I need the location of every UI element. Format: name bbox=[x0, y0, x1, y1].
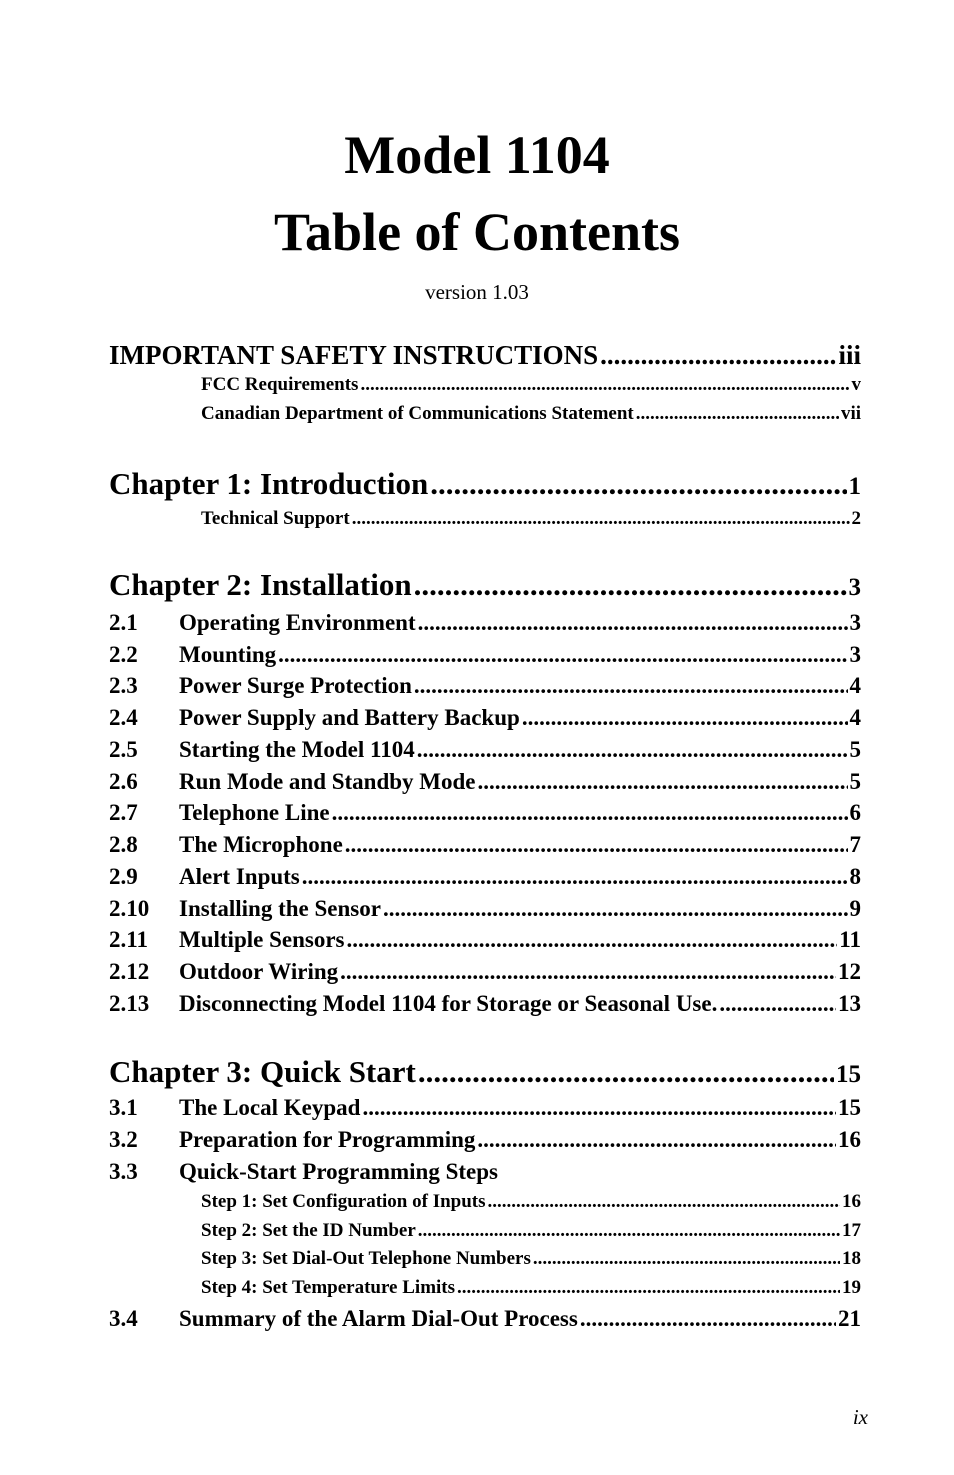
toc-section-2-7[interactable] bbox=[109, 800, 861, 826]
toc-entry-label: Mounting bbox=[179, 642, 277, 667]
toc-entry-number: 2.12 bbox=[109, 959, 150, 984]
toc-entry-label: Run Mode and Standby Mode bbox=[179, 769, 476, 794]
toc-entry-page: 1 bbox=[848, 473, 861, 500]
leader-dots bbox=[352, 508, 850, 530]
toc-entry-label: Multiple Sensors bbox=[179, 927, 345, 952]
toc-entry-label: Preparation for Programming bbox=[179, 1127, 476, 1152]
toc-entry-label: Step 3: Set Dial-Out Telephone Numbers bbox=[201, 1248, 531, 1269]
toc-step-3[interactable] bbox=[201, 1248, 861, 1270]
toc-step-1[interactable] bbox=[201, 1191, 861, 1213]
toc-section-3-1[interactable] bbox=[109, 1095, 861, 1121]
version-label: version 1.03 bbox=[425, 280, 529, 304]
toc-entry-label: Chapter 2: Installation bbox=[109, 567, 412, 602]
toc-entry-page: 18 bbox=[842, 1248, 861, 1269]
leader-dots bbox=[636, 403, 839, 425]
leader-dots bbox=[719, 991, 836, 1017]
toc-section-2-1[interactable] bbox=[109, 610, 861, 636]
toc-step-2[interactable] bbox=[201, 1220, 861, 1242]
leader-dots bbox=[478, 769, 848, 795]
toc-section-2-10[interactable] bbox=[109, 896, 861, 922]
toc-entry-page: 4 bbox=[849, 673, 861, 698]
leader-dots bbox=[430, 466, 846, 502]
toc-section-2-13[interactable] bbox=[109, 991, 861, 1017]
toc-entry-label: Step 1: Set Configuration of Inputs bbox=[201, 1191, 486, 1212]
toc-entry-number: 2.3 bbox=[109, 673, 138, 698]
leader-dots bbox=[383, 896, 848, 922]
toc-entry-page: 15 bbox=[838, 1095, 861, 1120]
toc-section-3-4[interactable] bbox=[109, 1306, 861, 1332]
leader-dots bbox=[362, 1095, 836, 1121]
toc-entry-label: Power Supply and Battery Backup bbox=[179, 705, 520, 730]
toc-entry-label: Quick-Start Programming Steps bbox=[179, 1159, 499, 1184]
toc-entry-label: Power Surge Protection bbox=[179, 673, 412, 698]
leader-dots bbox=[600, 340, 836, 371]
toc-entry-label: Alert Inputs bbox=[179, 864, 300, 889]
leader-dots bbox=[278, 642, 847, 668]
toc-entry-label: Canadian Department of Communications Statement bbox=[201, 403, 634, 424]
leader-dots bbox=[332, 800, 848, 826]
toc-entry-label: Summary of the Alarm Dial-Out Process bbox=[179, 1306, 578, 1331]
toc-entry-page: 4 bbox=[849, 705, 861, 730]
toc-entry-page: 15 bbox=[836, 1061, 861, 1088]
toc-entry-label: Step 2: Set the ID Number bbox=[201, 1220, 416, 1241]
toc-entry-page: 16 bbox=[842, 1191, 861, 1212]
toc-entry-label: IMPORTANT SAFETY INSTRUCTIONS bbox=[109, 340, 599, 370]
toc-entry-page: 17 bbox=[842, 1220, 861, 1241]
toc-entry-label: Telephone Line bbox=[179, 800, 330, 825]
leader-dots bbox=[417, 737, 848, 763]
table-of-contents bbox=[109, 0, 861, 1475]
toc-entry-page: 5 bbox=[849, 769, 861, 794]
leader-dots bbox=[414, 673, 848, 699]
toc-entry-label: Step 4: Set Temperature Limits bbox=[201, 1277, 456, 1298]
leader-dots bbox=[418, 1220, 840, 1242]
toc-chapter-1[interactable] bbox=[109, 466, 861, 502]
toc-entry-label: Chapter 3: Quick Start bbox=[109, 1054, 416, 1089]
leader-dots bbox=[346, 927, 837, 953]
toc-entry-page: 5 bbox=[849, 737, 861, 762]
toc-entry-number: 2.6 bbox=[109, 769, 138, 794]
toc-entry-number: 3.2 bbox=[109, 1127, 138, 1152]
toc-entry-number: 2.5 bbox=[109, 737, 138, 762]
toc-entry-page: iii bbox=[838, 340, 861, 370]
toc-entry-number: 2.13 bbox=[109, 991, 150, 1016]
leader-dots bbox=[522, 705, 848, 731]
toc-section-2-6[interactable] bbox=[109, 769, 861, 795]
toc-entry-page: 19 bbox=[842, 1277, 861, 1298]
leader-dots bbox=[418, 1054, 834, 1090]
toc-entry-page: 3 bbox=[849, 642, 861, 667]
leader-dots bbox=[533, 1248, 840, 1270]
toc-section-2-4[interactable] bbox=[109, 705, 861, 731]
toc-entry-number: 2.7 bbox=[109, 800, 138, 825]
toc-section-2-8[interactable] bbox=[109, 832, 861, 858]
toc-entry-page: 2 bbox=[851, 508, 861, 529]
toc-entry-label: The Local Keypad bbox=[179, 1095, 361, 1120]
toc-entry-label: Operating Environment bbox=[179, 610, 416, 635]
leader-dots bbox=[580, 1306, 836, 1332]
toc-entry-safety[interactable] bbox=[109, 340, 861, 371]
toc-section-2-3[interactable] bbox=[109, 673, 861, 699]
toc-entry-page: 3 bbox=[848, 574, 861, 601]
toc-entry-page: vii bbox=[840, 403, 861, 424]
toc-section-2-11[interactable] bbox=[109, 927, 861, 953]
toc-entry-number: 2.11 bbox=[109, 927, 148, 952]
leader-dots bbox=[488, 1191, 840, 1213]
toc-section-2-5[interactable] bbox=[109, 737, 861, 763]
page-number: ix bbox=[852, 1405, 868, 1429]
toc-section-3-2[interactable] bbox=[109, 1127, 861, 1153]
toc-entry-label: Outdoor Wiring bbox=[179, 959, 339, 984]
toc-entry-page: 8 bbox=[849, 864, 861, 889]
toc-entry-page: 3 bbox=[849, 610, 861, 635]
leader-dots bbox=[418, 610, 848, 636]
toc-entry-number: 2.4 bbox=[109, 705, 138, 730]
toc-chapter-2[interactable] bbox=[109, 567, 861, 603]
toc-entry-page: 13 bbox=[838, 991, 861, 1016]
toc-entry-page: 21 bbox=[838, 1306, 861, 1331]
toc-entry-label: Disconnecting Model 1104 for Storage or Seasonal Use. bbox=[179, 991, 718, 1016]
leader-dots bbox=[302, 864, 848, 890]
toc-entry-page: 12 bbox=[838, 959, 861, 984]
document-subtitle: Table of Contents bbox=[273, 202, 681, 262]
toc-entry-label: Chapter 1: Introduction bbox=[109, 466, 429, 501]
toc-entry-page: 6 bbox=[849, 800, 861, 825]
toc-entry-number: 3.3 bbox=[109, 1159, 138, 1184]
leader-dots bbox=[340, 959, 836, 985]
leader-dots bbox=[345, 832, 848, 858]
leader-dots bbox=[477, 1127, 836, 1153]
toc-section-2-2[interactable] bbox=[109, 642, 861, 668]
toc-entry-page: 16 bbox=[838, 1127, 861, 1152]
toc-section-3-3[interactable] bbox=[109, 1159, 861, 1185]
toc-entry-page: 7 bbox=[849, 832, 861, 857]
toc-chapter-3[interactable] bbox=[109, 1054, 861, 1090]
toc-step-4[interactable] bbox=[201, 1277, 861, 1299]
toc-entry-page: v bbox=[851, 374, 861, 395]
toc-entry-number: 2.8 bbox=[109, 832, 138, 857]
toc-entry-number: 3.1 bbox=[109, 1095, 138, 1120]
leader-dots bbox=[414, 567, 847, 603]
toc-entry-page: 9 bbox=[849, 896, 861, 921]
toc-entry-technical-support[interactable] bbox=[201, 508, 861, 530]
toc-entry-page: 11 bbox=[839, 927, 861, 952]
toc-entry-label: Installing the Sensor bbox=[179, 896, 381, 921]
toc-entry-number: 2.2 bbox=[109, 642, 138, 667]
toc-entry-label: FCC Requirements bbox=[201, 374, 359, 395]
toc-entry-label: Technical Support bbox=[201, 508, 350, 529]
toc-entry-label: Starting the Model 1104 bbox=[179, 737, 415, 762]
toc-section-2-12[interactable] bbox=[109, 959, 861, 985]
toc-entry-number: 2.9 bbox=[109, 864, 138, 889]
leader-dots bbox=[360, 374, 849, 396]
toc-section-2-9[interactable] bbox=[109, 864, 861, 890]
document-title: Model 1104 bbox=[344, 125, 610, 185]
leader-dots bbox=[457, 1277, 840, 1299]
toc-entry-number: 2.1 bbox=[109, 610, 138, 635]
toc-entry-canadian[interactable] bbox=[201, 403, 861, 425]
toc-entry-number: 3.4 bbox=[109, 1306, 138, 1331]
toc-entry-label: The Microphone bbox=[179, 832, 343, 857]
toc-entry-fcc[interactable] bbox=[201, 374, 861, 396]
toc-entry-number: 2.10 bbox=[109, 896, 150, 921]
